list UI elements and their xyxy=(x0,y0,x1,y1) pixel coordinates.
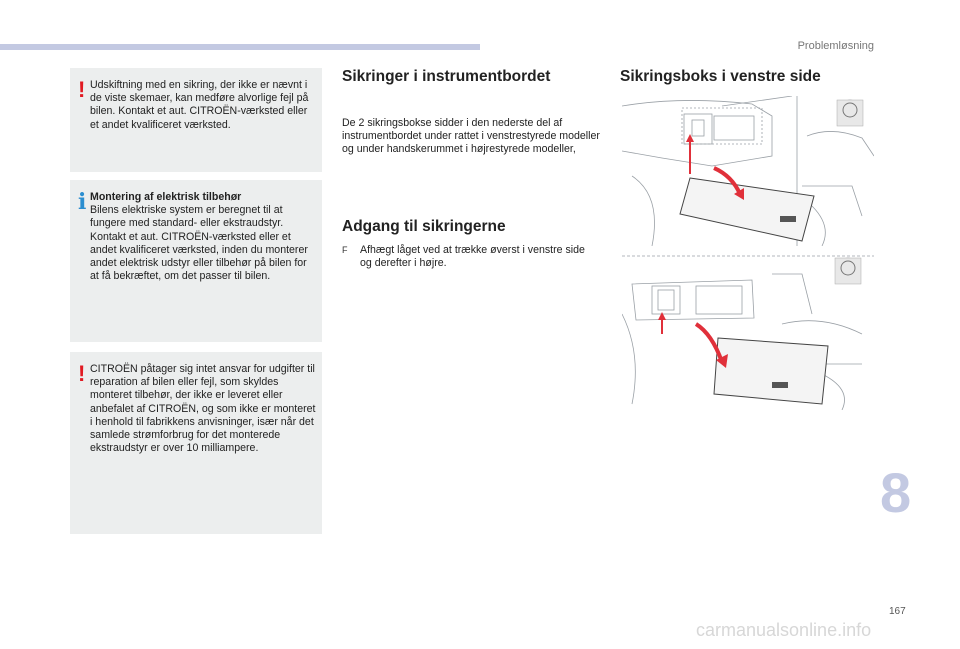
main-heading: Sikringer i instrumentbordet xyxy=(342,68,551,85)
info-content xyxy=(90,191,316,283)
info-title: Montering af elektrisk tilbehør xyxy=(90,191,242,203)
page-number: 167 xyxy=(889,606,906,617)
fusebox-illustration-lhd xyxy=(622,96,874,246)
warning-icon: ! xyxy=(78,361,86,386)
info-icon: i xyxy=(78,189,87,215)
chapter-number: 8 xyxy=(880,461,912,524)
intro-paragraph: De 2 sikringsbokse sidder i den nederste del af instrumentbordet under rattet i venstrestyrede modeller og under handskerummet i højrestyrede modeller, xyxy=(342,117,600,156)
bullet-icon: F xyxy=(342,245,348,255)
dashboard-fusebox-drawing-top xyxy=(622,96,874,246)
fusebox-illustration-rhd xyxy=(622,254,874,410)
warning-box-2 xyxy=(70,352,322,534)
step-text: Afhægt låget ved at trække øverst i venstre side og derefter i højre. xyxy=(360,244,585,270)
right-heading: Sikringsboks i venstre side xyxy=(620,68,821,85)
dashboard-fusebox-drawing-bottom xyxy=(622,254,874,410)
info-text: Bilens elektriske system er beregnet til at fungere med standard- eller ekstraudstyr. Kontakt et aut. CITROËN-værksted eller et andet kvalificeret værksted, inden du monterer andet elektrisk udstyr eller tilbehør på bilen for at få bekræftet, om det passer til bilen. xyxy=(90,204,308,283)
warning-text-1: Udskiftning med en sikring, der ikke er nævnt i de viste skemaer, kan medføre alvorlige fejl på bilen. Kontakt et aut. CITROËN-værksted eller et andet kvalificeret værksted. xyxy=(90,79,309,131)
header-accent-bar xyxy=(0,44,480,50)
warning-icon: ! xyxy=(78,77,86,102)
info-box xyxy=(70,180,322,342)
warning-text-2: CITROËN påtager sig intet ansvar for udgifter til reparation af bilen eller fejl, som skyldes monteret tilbehør, der ikke er leveret eller anbefalet af CITROËN, og som ikke er monteret i henhold til fabrikkens anvisninger, især når det samlede strømforbrug for det monterede ekstraudstyr er over 10 milliampere. xyxy=(90,363,316,455)
section-title: Problemløsning xyxy=(797,40,874,52)
watermark: carmanualsonline.info xyxy=(696,620,872,640)
warning-box-1 xyxy=(70,68,322,172)
sub-heading: Adgang til sikringerne xyxy=(342,218,506,235)
